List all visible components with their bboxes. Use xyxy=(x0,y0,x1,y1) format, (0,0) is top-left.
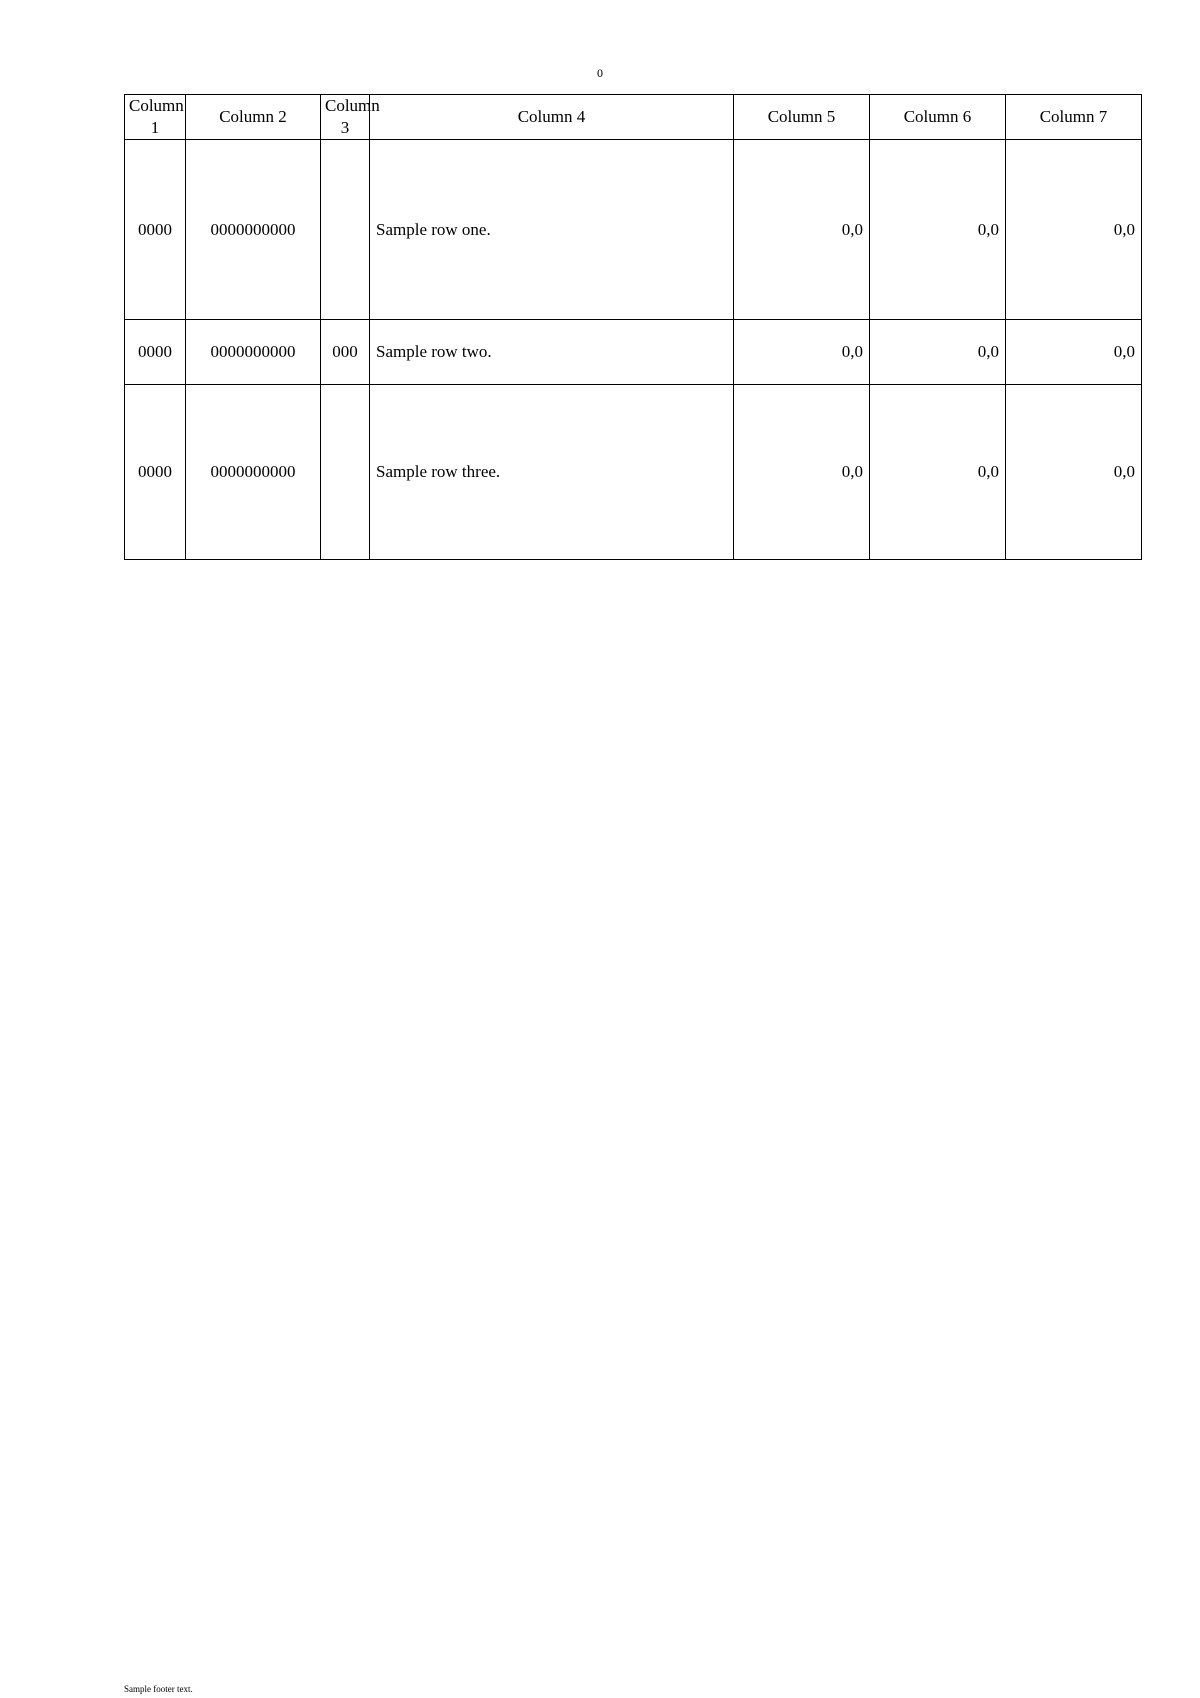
cell-section-code: 0000 xyxy=(125,140,186,320)
cell-target-code: 0000000000 xyxy=(186,320,321,385)
table-row xyxy=(125,140,1142,320)
cell-amount-col-6: 0,0 xyxy=(870,140,1006,320)
cell-section-code: 0000 xyxy=(125,385,186,560)
cell-amount-col-7: 0,0 xyxy=(1006,320,1142,385)
cell-expense-type xyxy=(321,385,370,560)
header-col-1: Column 1 xyxy=(125,95,186,140)
header-col-5: Column 5 xyxy=(734,95,870,140)
table-row xyxy=(125,320,1142,385)
cell-amount-col-5: 0,0 xyxy=(734,140,870,320)
budget-table xyxy=(124,94,1142,560)
cell-name: Sample row three. xyxy=(370,385,734,560)
cell-amount-col-6: 0,0 xyxy=(870,385,1006,560)
page-number: 0 xyxy=(597,66,603,80)
header-col-6: Column 6 xyxy=(870,95,1006,140)
header-col-3: Column 3 xyxy=(321,95,370,140)
cell-amount-col-5: 0,0 xyxy=(734,320,870,385)
cell-amount-col-6: 0,0 xyxy=(870,320,1006,385)
cell-name: Sample row two. xyxy=(370,320,734,385)
cell-target-code: 0000000000 xyxy=(186,385,321,560)
cell-amount-col-7: 0,0 xyxy=(1006,385,1142,560)
header-col-2: Column 2 xyxy=(186,95,321,140)
cell-target-code: 0000000000 xyxy=(186,140,321,320)
header-col-7: Column 7 xyxy=(1006,95,1142,140)
cell-section-code: 0000 xyxy=(125,320,186,385)
cell-amount-col-7: 0,0 xyxy=(1006,140,1142,320)
table-header-row xyxy=(125,95,1142,140)
cell-expense-type: 000 xyxy=(321,320,370,385)
footer-file-path: Sample footer text. xyxy=(124,1684,193,1694)
cell-name: Sample row one. xyxy=(370,140,734,320)
header-col-4: Column 4 xyxy=(370,95,734,140)
cell-expense-type xyxy=(321,140,370,320)
cell-amount-col-5: 0,0 xyxy=(734,385,870,560)
table-row xyxy=(125,385,1142,560)
table-body xyxy=(125,140,1142,560)
